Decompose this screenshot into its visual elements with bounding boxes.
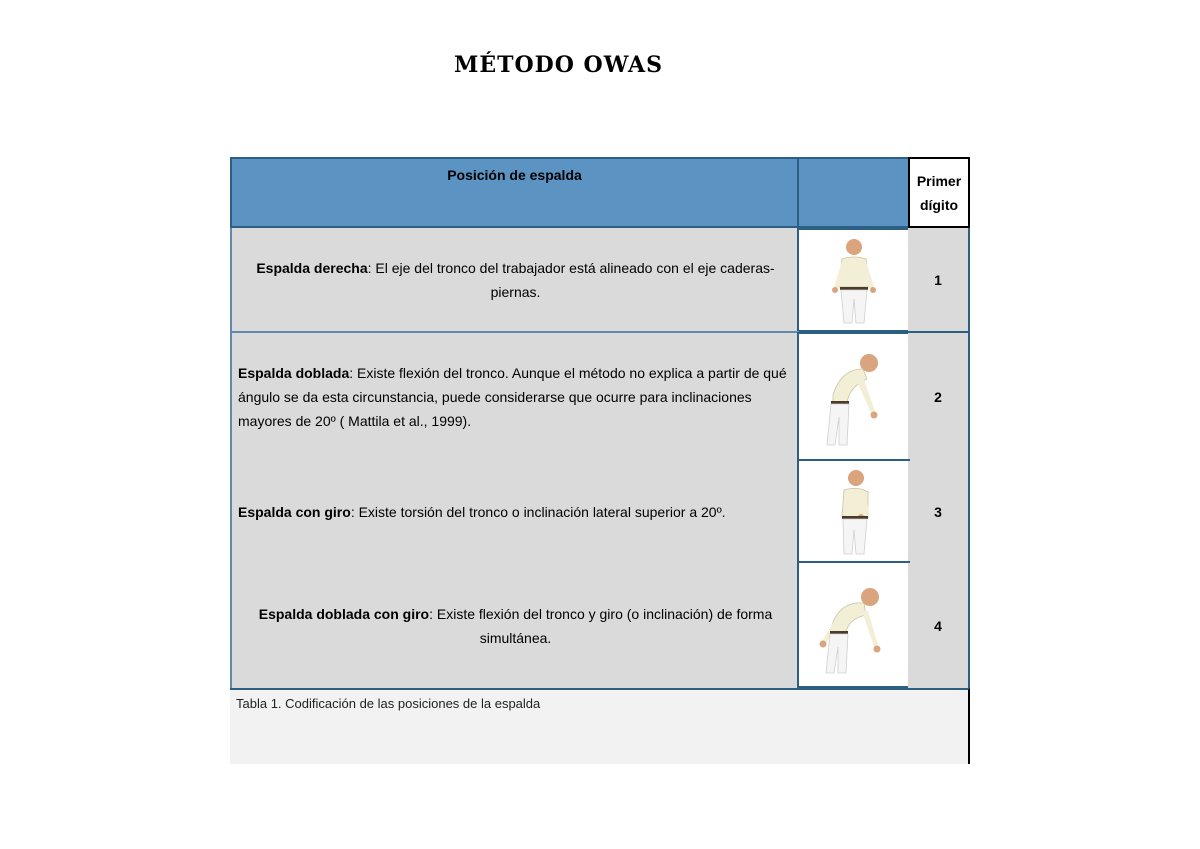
row-4-text: : Existe flexión del tronco y giro (o inclinación) de forma simultánea.	[429, 605, 773, 646]
row-4-description	[230, 563, 799, 688]
row-1-image	[797, 228, 910, 332]
row-4-term: Espalda doblada con giro	[258, 605, 430, 622]
header-digit: Primer dígito	[908, 157, 970, 228]
row-2-text: : Existe flexión del tronco. Aunque el método no explica a partir de qué ángulo se da esta circunstancia, puede considerarse que ocurre para inclinaciones mayores de 20º ( Mattila et al., 1999).	[238, 365, 787, 429]
row-2-digit: 2	[908, 333, 970, 461]
header-image	[797, 157, 910, 228]
bent-worker-figure-icon	[819, 347, 889, 447]
document-title: MÉTODO OWAS	[454, 52, 663, 78]
row-3-term: Espalda con giro	[238, 504, 351, 520]
row-3-image	[797, 459, 910, 563]
back-position-table	[230, 157, 970, 764]
upright-worker-figure-icon	[824, 235, 884, 325]
twisted-worker-figure-icon	[824, 466, 884, 556]
caption-text: . Codificación de las posiciones de la espalda	[277, 696, 541, 711]
row-1-term: Espalda derecha	[256, 260, 368, 276]
row-3-text: : Existe torsión del tronco o inclinación lateral superior a 20º.	[350, 504, 726, 520]
row-1-digit: 1	[908, 228, 970, 332]
table-caption	[230, 688, 970, 764]
row-4-digit: 4	[908, 563, 970, 688]
bent-twisted-worker-figure-icon	[816, 575, 892, 675]
row-2-description	[230, 333, 799, 461]
row-3-description	[230, 461, 799, 563]
row-1-description	[230, 228, 799, 332]
row-4-image	[797, 561, 910, 688]
row-3-digit: 3	[908, 461, 970, 563]
header-description: Posición de espalda	[230, 157, 799, 228]
row-1-text: : El eje del tronco del trabajador está alineado con el eje caderas-piernas.	[367, 260, 775, 300]
row-2-image	[797, 332, 910, 461]
caption-prefix: Tabla 1	[236, 696, 278, 711]
row-2-term: Espalda doblada	[238, 365, 350, 381]
